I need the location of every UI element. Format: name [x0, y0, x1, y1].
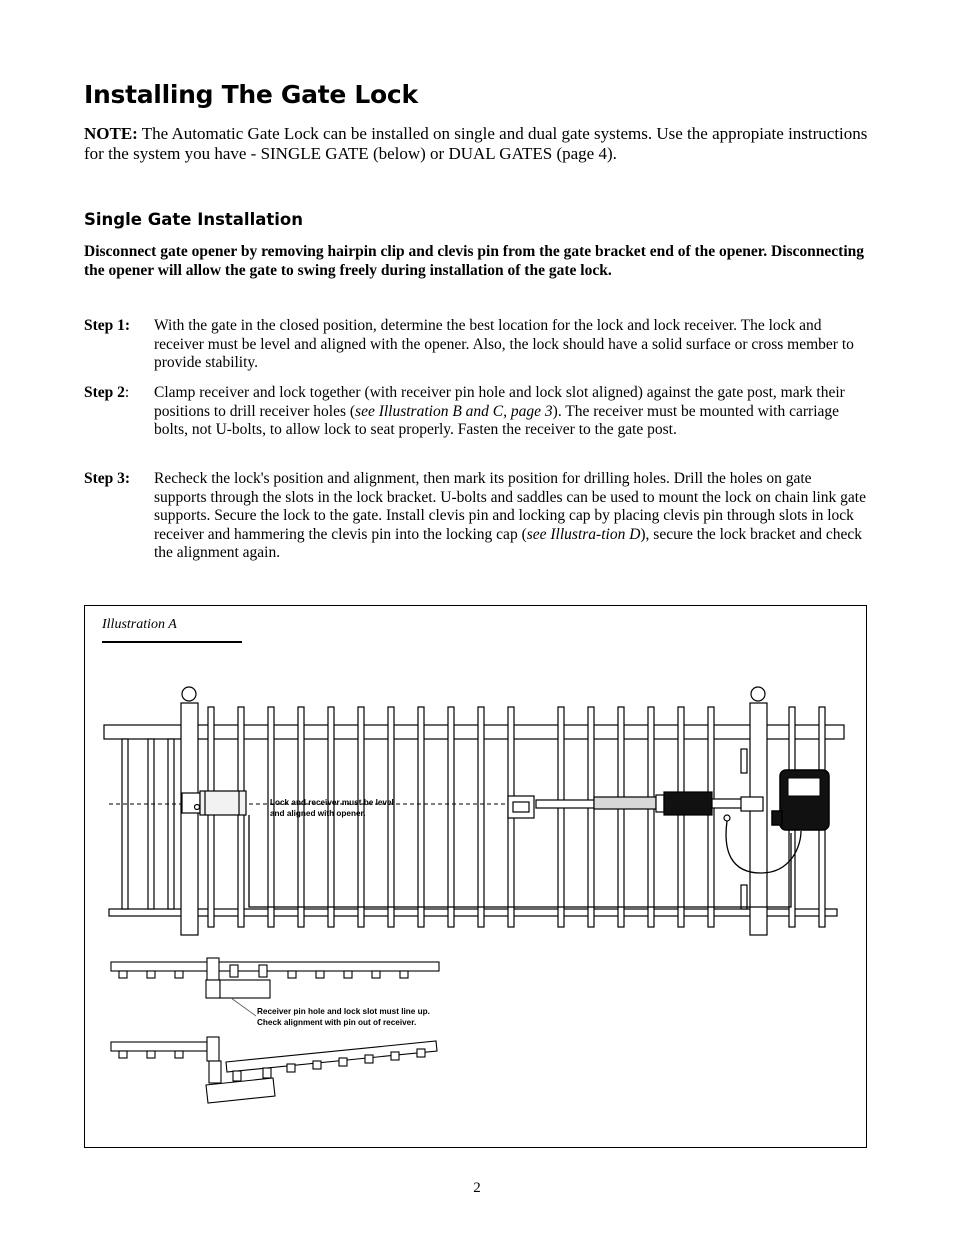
step-2-label: Step 2: [84, 384, 130, 401]
opener-bracket [508, 796, 534, 818]
callout-leader [231, 998, 256, 1016]
note-label: NOTE: [84, 124, 138, 143]
step-2-text: Clamp receiver and lock together (with receiver pin hole and lock slot aligned) against the gate post, mark their positions to drill receiver holes (see Illustration B and C, page 3). The receiver must be mounted with carriage bolts, not U-bolts, to allow lock to seat properly. Fasten the receiver to the gate post. [154, 384, 845, 439]
post-cap [751, 687, 765, 701]
bottom-rail [109, 909, 837, 916]
step-2-reference: see Illustration B and C, page 3 [355, 402, 553, 420]
top-rail [104, 725, 844, 739]
step-1-text: With the gate in the closed position, determine the best location for the lock and lock receiver. The lock and receiver must be level and aligned with the opener. Also, the lock should have a solid surface or cross member to provide stability. [154, 317, 854, 372]
latch-post [750, 703, 767, 935]
intro-paragraph: Disconnect gate opener by removing hairpin clip and clevis pin from the gate bracket end of the opener. Disconnecting the opener will allow the gate to swing freely during installation of the gate lock. [84, 243, 865, 279]
step-3-label: Step 3: [84, 470, 131, 487]
callout-level: Lock and receiver must be level and aligned with opener. [270, 798, 394, 818]
hinge-post [181, 703, 198, 935]
page-number: 2 [473, 1180, 481, 1196]
callout-pin-alignment: Receiver pin hole and lock slot must line up. Check alignment with pin out of receiver. [257, 1007, 430, 1027]
gate-drawing [85, 606, 865, 1146]
detail-aligned [111, 958, 439, 998]
control-box [772, 770, 829, 830]
step-3-reference: see Illustra-tion D [526, 525, 641, 543]
post-cap [182, 687, 196, 701]
illustration-a [84, 605, 867, 1148]
page-title: Installing The Gate Lock [84, 80, 418, 109]
fence-slat [148, 739, 154, 909]
note-paragraph [84, 124, 874, 164]
step-1-label: Step 1: [84, 317, 131, 334]
illustration-caption: Illustration A [102, 617, 177, 632]
caption-underline [102, 641, 242, 643]
section-title: Single Gate Installation [84, 210, 303, 229]
fence-slat [122, 739, 128, 909]
lock-receiver [182, 791, 246, 815]
note-text: The Automatic Gate Lock can be installed on single and dual gate systems. Use the appropiate instructions for the system you have - SINGLE GATE (below) or DUAL GATES (page 4). [84, 124, 868, 163]
step-3-text: Recheck the lock's position and alignment, then mark its position for drilling holes. Drill the holes on gate supports through the slots in the lock bracket. U-bolts and saddles can be used to mount the lock on chain link gate supports. Secure the lock to the gate. Install clevis pin and locking cap by placing clevis pin through slots in lock receiver and hammering the clevis pin into the locking cap (see Illustra-tion D), secure the lock bracket and check the alignment again. [154, 470, 866, 562]
detail-swung [111, 1037, 437, 1103]
fence-slat [168, 739, 174, 909]
